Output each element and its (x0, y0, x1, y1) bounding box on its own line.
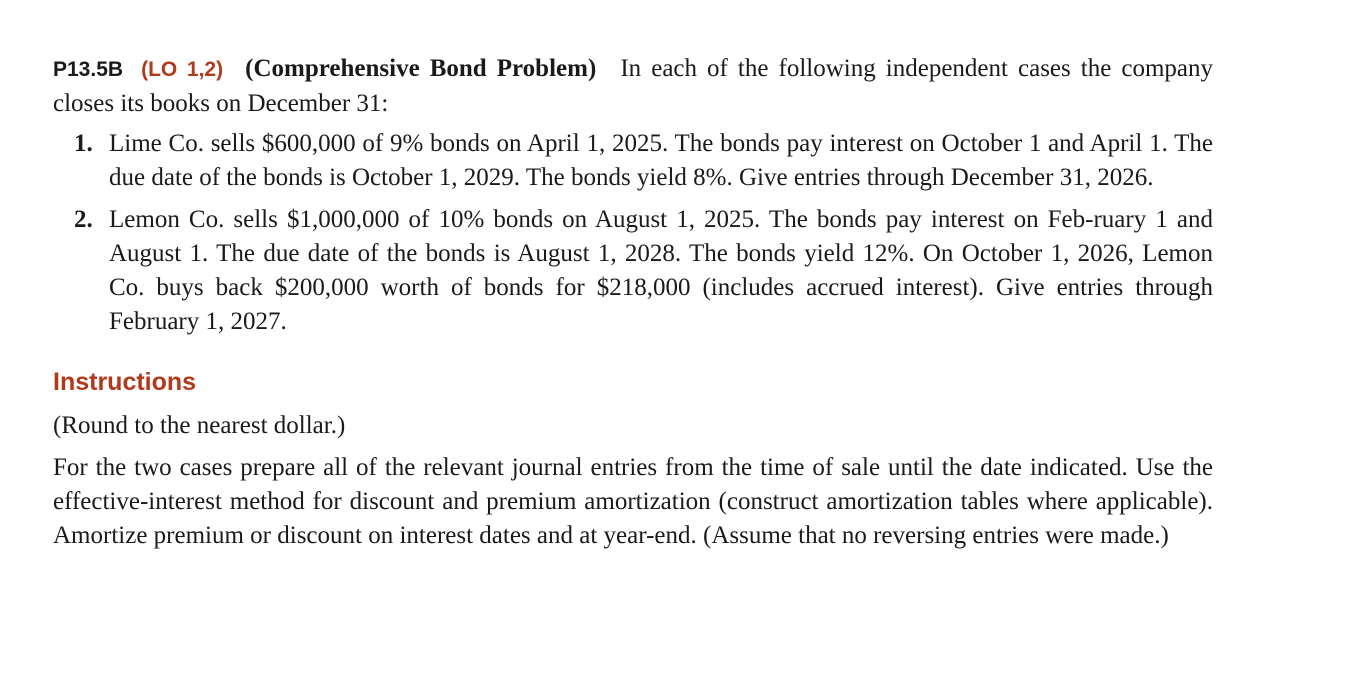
case-item (53, 203, 1213, 339)
case-text: Lemon Co. sells $1,000,000 of 10% bonds on August 1, 2025. The bonds pay interest on Feb-ruary 1 and August 1. The due date of the bonds is August 1, 2028. The bonds yield 12%. On October 1, 2026, Lemon Co. buys back $200,000 worth of bonds for $218,000 (includes accrued interest). Give entries through February 1, 2027. (109, 206, 1213, 335)
case-number: 1. (74, 130, 93, 157)
problem-title: (Comprehensive Bond Problem) (245, 55, 597, 82)
case-number: 2. (74, 206, 93, 233)
case-item (53, 127, 1213, 195)
problem-intro-text: In each of the following independent cases the company closes its books on December 31: (53, 55, 1214, 117)
textbook-page (53, 52, 1213, 553)
instructions-body: For the two cases prepare all of the relevant journal entries from the time of sale until the date indicated. Use the effective-interest method for discount and premium amortization (construct amortization tables where applicable). Amortize premium or discount on interest dates and at year-end. (Assume that no reversing entries were made.) (53, 454, 1213, 549)
problem-header (53, 52, 1213, 121)
case-text: Lime Co. sells $600,000 of 9% bonds on April 1, 2025. The bonds pay interest on October 1 and April 1. The due date of the bonds is October 1, 2029. The bonds yield 8%. Give entries through December 31, 2026. (109, 130, 1213, 191)
instructions-heading: Instructions (53, 368, 197, 396)
rounding-note: (Round to the nearest dollar.) (53, 412, 346, 439)
problem-number: P13.5B (53, 58, 124, 81)
learning-objectives: (LO 1,2) (141, 58, 224, 81)
case-list (53, 127, 1213, 339)
